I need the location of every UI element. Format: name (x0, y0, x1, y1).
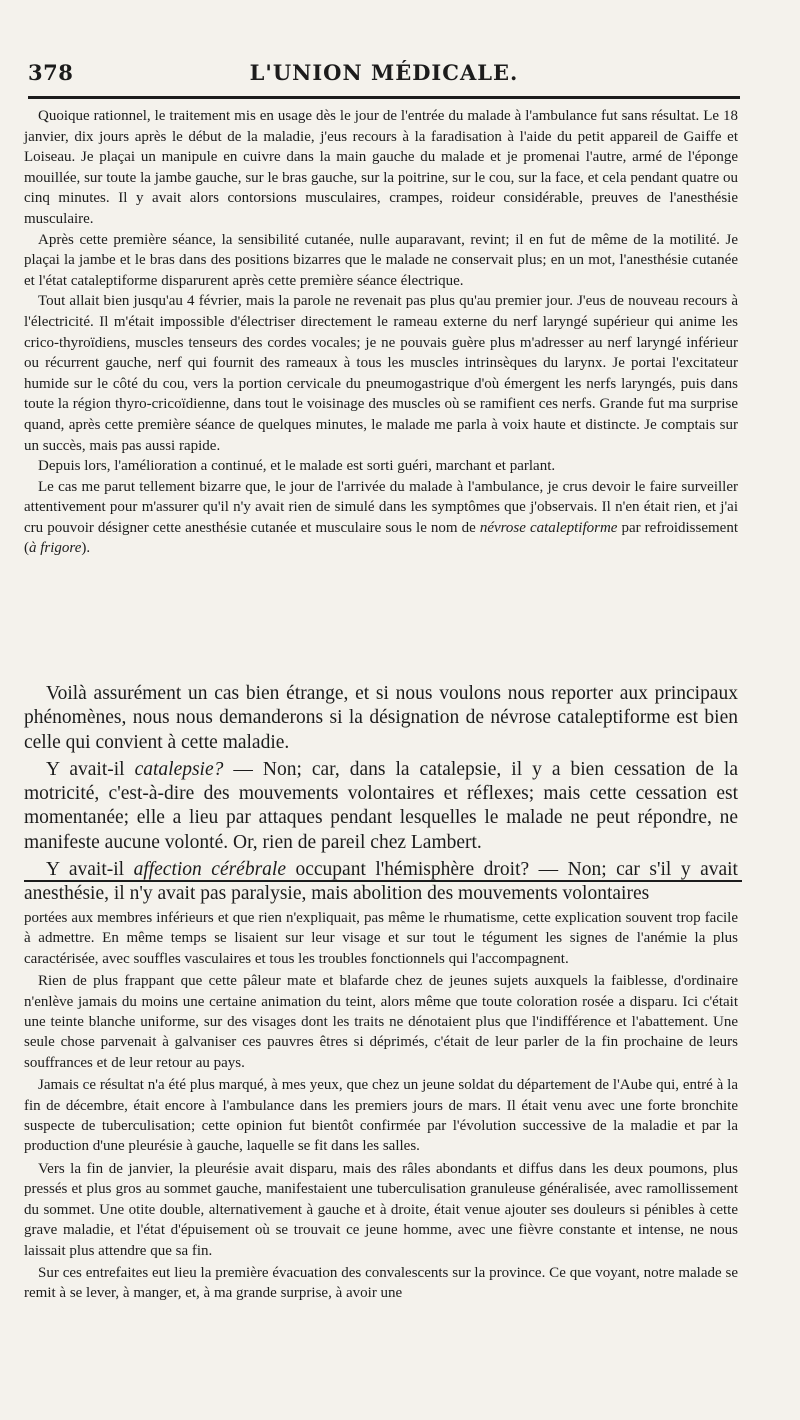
header-rule (28, 96, 740, 99)
text-run: ). (81, 540, 91, 557)
page-number: 378 (28, 60, 74, 85)
italic-term: catalepsie? (134, 758, 224, 780)
paragraph: Quoique rationnel, le traitement mis en usage dès le jour de l'entrée du malade à l'ambulance fut sans résultat. Le 18 janvier, dix jours après le début de la maladie, j'eus recours à la faradisation à l'aide du petit appareil de Gaiffe et Loiseau. Je plaçai un manipule en cuivre dans la main gauche du malade et je promenai l'autre, armé de l'éponge mouillée, sur toute la jambe gauche, sur le bras gauche, sur la poitrine, sur le cou, sur la face, et cela pendant quatre ou cinq minutes. Il y avait alors contorsions musculaires, crampes, roideur considérable, preuves de l'anesthésie musculaire. (24, 108, 738, 227)
italic-term: à frigore (29, 540, 82, 557)
italic-term: névrose cataleptiforme (479, 519, 618, 536)
paragraph: portées aux membres inférieurs et que rien n'expliquait, pas même le rhumatisme, cette explication souvent trop facile à admettre. En même temps se lisaient sur leur visage et sur tout le tégument les signes de l'anémie la plus caractérisée, avec souffles vasculaires et tous les troubles fonctionnels qui l'accompagnent. (24, 910, 738, 967)
paragraph (24, 477, 738, 559)
paragraph: Sur ces entrefaites eut lieu la première évacuation des convalescents sur la province. Ce que voyant, notre malade se remit à se lever, à manger, et, à ma grande surprise, à avoir une (24, 1264, 738, 1302)
text-run: occupant l'hémisphère droit? — Non; car s'il y avait anesthésie, il n'y avait pas paralysie, mais abolition des mouvements volontaires (24, 859, 738, 905)
paragraph (24, 758, 738, 855)
text-run: Le cas me parut tellement bizarre que, le jour de l'arrivée du malade à l'ambulance, je crus devoir le faire surveiller attentivement pour m'assurer qu'il n'y avait rien de simulé dans les symptômes que j'observais. Il n'en était rien, et j'ai cru pouvoir désigner cette anesthésie cutanée et musculaire sous le nom de (24, 478, 738, 536)
text-run: par refroidissement ( (24, 519, 738, 557)
paragraph: Depuis lors, l'amélioration a continué, et le malade est sorti guéri, marchant et parlant. (38, 458, 556, 475)
large-text-block (24, 682, 738, 907)
running-title: L'UNION MÉDICALE. (249, 60, 519, 85)
text-run: — Non; car, dans la catalepsie, il y a bien cessation de la motricité, c'est-à-dire des mouvements volontaires et réflexes; mais cette cessation est momentanée; elle a lieu par attaques pendant lesquelles le malade ne peut répondre, ne manifeste aucune volonté. Or, rien de pareil chez Lambert. (24, 758, 738, 853)
paragraph: Rien de plus frappant que cette pâleur mate et blafarde chez de jeunes sujets auxquels la faiblesse, d'ordinaire n'enlève jamais du moins une certaine animation du teint, alors même que toute coloration rosée a disparu. Ici c'était une teinte blanche uniforme, sur des visages dont les traits ne dénotaient plus que l'indifférence et l'abattement. Une seule chose parvenait à galvaniser ces pauvres êtres si déprimés, c'était de leur parler de la fin prochaine de leurs souffrances et de leur retour au pays. (24, 973, 738, 1071)
page-header (28, 60, 740, 90)
paragraph (24, 858, 738, 907)
paragraph: Jamais ce résultat n'a été plus marqué, à mes yeux, que chez un jeune soldat du département de l'Aube qui, entré à la fin de décembre, était encore à l'ambulance dans les premiers jours de mars. Il était venu avec une forte bronchite suspecte de tuberculisation; cette opinion fut bientôt confirmée par l'évolution successive de la maladie et par la production d'une pleurésie à gauche, laquelle se fit dans les salles. (24, 1077, 738, 1155)
upper-text-block (24, 106, 738, 559)
paragraph: Tout allait bien jusqu'au 4 février, mais la parole ne revenait pas plus qu'au premier jour. J'eus de nouveau recours à l'électricité. Il m'était impossible d'électriser directement le rameau externe du nerf laryngé supérieur qui anime les crico-thyroïdiens, muscles tenseurs des cordes vocales; je ne pouvais guère plus m'adresser au nerf laryngé inférieur ou récurrent gauche, nerf qui fournit des rameaux à tous les muscles intrinsèques du larynx. Je portai l'excitateur humide sur le côté du cou, vers la portion cervicale du pneumogastrique d'où émergent les nerfs laryngés, puis dans toute la région thyro-cricoïdienne, dans tout le voisinage des muscles où se ramifient ces nerfs. Grande fut ma surprise quand, après cette première séance de quelques minutes, le malade me parla à voix haute et distincte. Je comptais sur un succès, mais pas aussi rapide. (24, 293, 738, 454)
italic-term: affection cérébrale (133, 859, 286, 881)
text-run: Y avait-il (46, 758, 135, 780)
paragraph: Vers la fin de janvier, la pleurésie avait disparu, mais des râles abondants et diffus dans les deux poumons, plus pressés et plus gros au sommet gauche, manifestaient une tuberculisation granuleuse généralisée, avec ramollissement du sommet. Une otite double, alternativement à gauche et à droite, était venue ajouter ses douleurs si pénibles à cette grave maladie, et l'état d'épuisement où se trouvait ce jeune homme, avec une fièvre constante et intense, ne nous laissait plus attendre que sa fin. (24, 1160, 738, 1259)
paragraph: Voilà assurément un cas bien étrange, et si nous voulons nous reporter aux principaux phénomènes, nous nous demanderons si la désignation de névrose cataleptiforme est bien celle qui convient à cette maladie. (24, 683, 738, 753)
section-divider (24, 880, 742, 882)
text-run: Y avait-il (46, 859, 134, 881)
lower-text-block (24, 908, 738, 1306)
paragraph: Après cette première séance, la sensibilité cutanée, nulle auparavant, revint; il en fut de même de la motilité. Je plaçai la jambe et le bras dans des positions bizarres que le malade ne conservait plus; en un mot, l'anesthésie cutanée et l'état cataleptiforme disparurent après cette première séance électrique. (24, 231, 738, 289)
